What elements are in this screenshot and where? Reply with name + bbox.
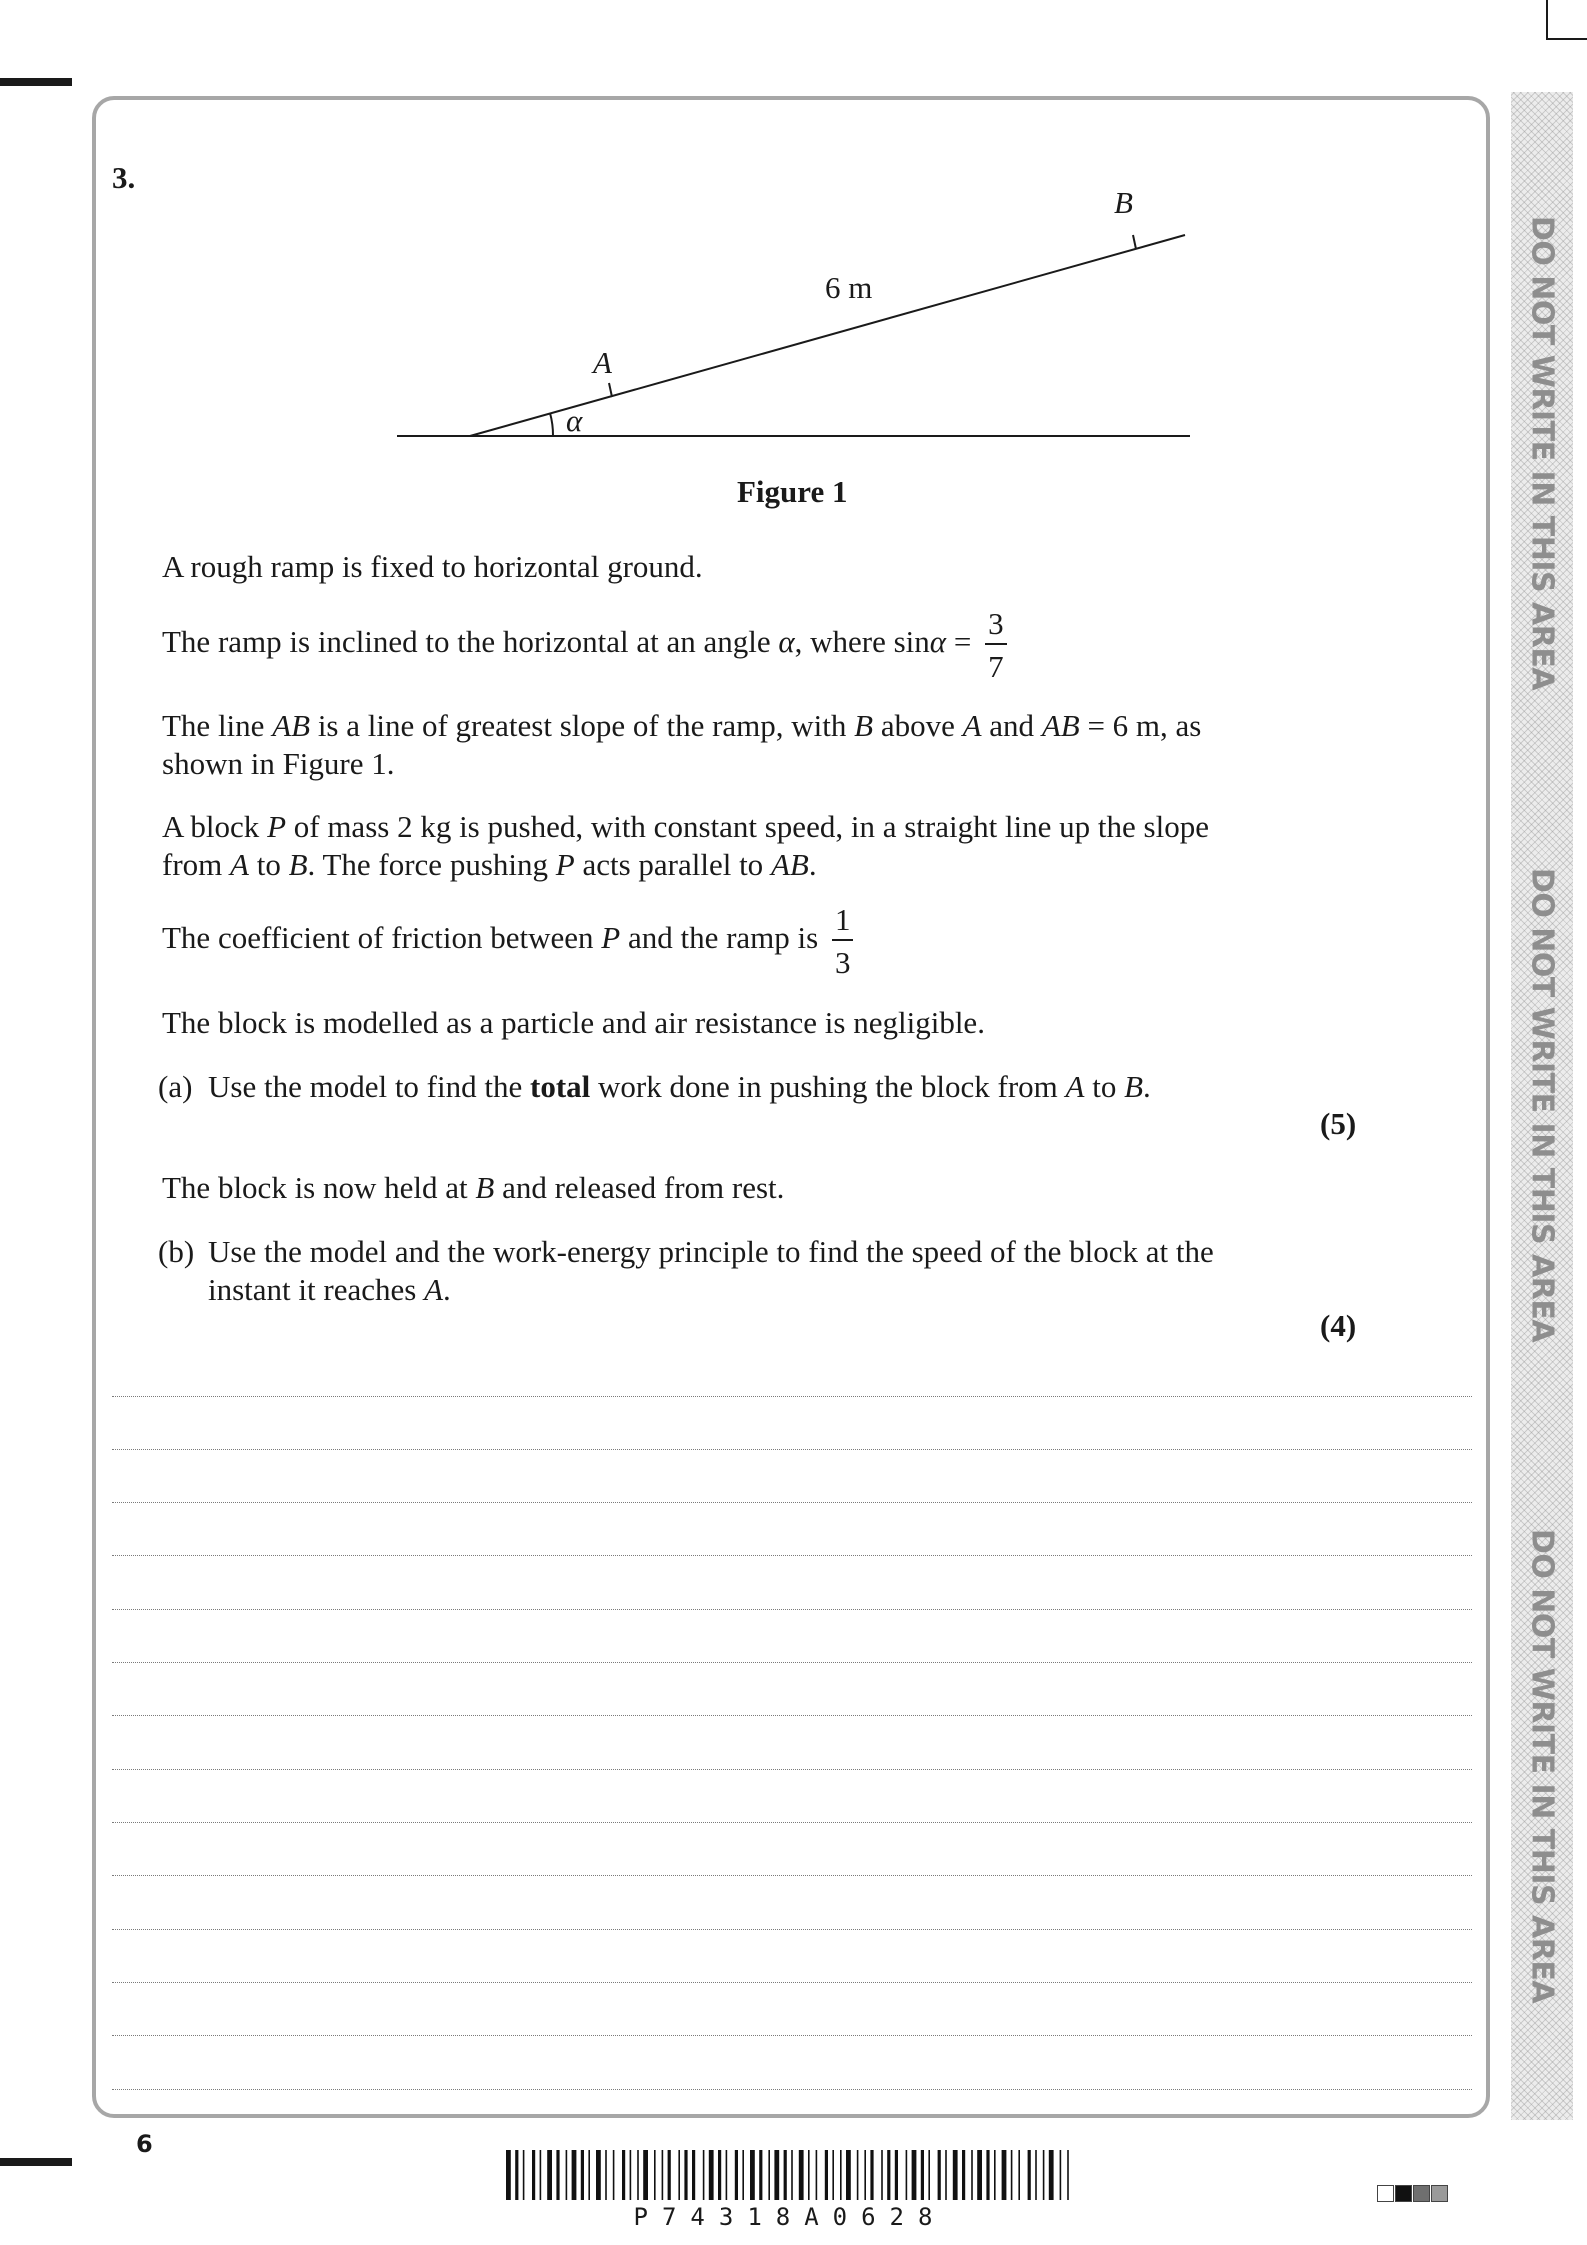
progress-box — [1377, 2185, 1394, 2202]
answer-line[interactable] — [112, 1715, 1472, 1716]
barcode-bar — [825, 2150, 828, 2200]
part-b-text — [158, 1233, 1278, 1309]
barcode-bar — [506, 2150, 511, 2200]
equals-sign: = — [946, 624, 980, 660]
text: A block — [162, 809, 268, 844]
barcode-bar — [994, 2150, 996, 2200]
margin-warning-bottom: DO NOT WRITE IN THIS AREA — [1524, 1528, 1560, 2004]
barcode-bar — [1028, 2150, 1031, 2200]
barcode-bar — [906, 2150, 908, 2200]
barcode-bar — [759, 2150, 762, 2200]
margin-warning-top: DO NOT WRITE IN THIS AREA — [1524, 215, 1560, 691]
paragraph-ramp — [162, 548, 1262, 586]
answer-line[interactable] — [112, 1555, 1472, 1556]
text: The block is modelled as a particle and air resistance is negligible. — [162, 1005, 985, 1040]
answer-line[interactable] — [112, 1822, 1472, 1823]
text: The line — [162, 708, 273, 743]
fraction-sin-alpha — [985, 608, 1007, 682]
barcode-bar — [832, 2150, 834, 2200]
barcode-bar — [986, 2150, 989, 2200]
barcode-bar — [791, 2150, 793, 2200]
barcode-bar — [1049, 2150, 1054, 2200]
registration-mark-top-left — [0, 78, 72, 86]
text: The block is now held at — [162, 1170, 476, 1205]
barcode-bar — [726, 2150, 728, 2200]
barcode-bar — [668, 2150, 671, 2200]
paragraph-block — [162, 808, 1262, 884]
italic-var: AB — [272, 708, 311, 743]
part-a-question — [158, 1068, 1258, 1106]
answer-line[interactable] — [112, 1982, 1472, 1983]
barcode-bar — [816, 2150, 818, 2200]
barcode-bar — [742, 2150, 744, 2200]
part-b-marks: (4) — [1320, 1308, 1357, 1343]
barcode-bar — [556, 2150, 559, 2200]
barcode-bar — [630, 2150, 632, 2200]
barcode-bar — [750, 2150, 755, 2200]
barcode-bar — [613, 2150, 615, 2200]
text: and the ramp is — [620, 920, 826, 956]
barcode-bar — [895, 2150, 898, 2200]
barcode-bar — [846, 2150, 851, 2200]
progress-box — [1395, 2185, 1412, 2202]
paragraph-friction — [162, 904, 1262, 978]
label-point-b: B — [1114, 190, 1133, 220]
fraction-numerator: 3 — [985, 608, 1007, 645]
barcode — [500, 2150, 1080, 2202]
part-a-label: (a) — [158, 1069, 193, 1104]
barcode-bar — [581, 2150, 584, 2200]
barcode-bar — [774, 2150, 779, 2200]
fraction-denominator: 3 — [834, 945, 851, 980]
text: above — [873, 708, 963, 743]
barcode-bar — [784, 2150, 787, 2200]
barcode-bar — [1018, 2150, 1020, 2200]
italic-var: P — [555, 847, 575, 882]
answer-line[interactable] — [112, 1929, 1472, 1930]
barcode-bar — [938, 2150, 941, 2200]
text: acts parallel to — [574, 847, 771, 882]
paragraph-released — [162, 1169, 1262, 1207]
barcode-bar — [870, 2150, 873, 2200]
point-b-tick — [1133, 235, 1136, 249]
barcode-bar — [1035, 2150, 1037, 2200]
text: work done in pushing the block from — [590, 1069, 1066, 1104]
barcode-bar — [768, 2150, 770, 2200]
fraction-friction — [832, 904, 854, 978]
angle-text-1: The ramp is inclined to the horizontal at an angle — [162, 624, 779, 660]
registration-mark-top-right-h — [1546, 38, 1587, 40]
alpha-symbol-2: α — [929, 624, 947, 660]
figure-caption: Figure 1 — [737, 474, 848, 509]
paragraph-angle — [162, 608, 1262, 682]
answer-line[interactable] — [112, 1769, 1472, 1770]
answer-line[interactable] — [112, 1396, 1472, 1397]
italic-var: A — [424, 1272, 443, 1307]
barcode-bar — [735, 2150, 738, 2200]
part-b-question — [158, 1233, 1278, 1309]
barcode-bar — [684, 2150, 687, 2200]
italic-var: P — [601, 920, 621, 956]
part-a-text — [158, 1068, 1258, 1106]
barcode-bar — [523, 2150, 525, 2200]
barcode-bar — [532, 2150, 535, 2200]
italic-var: P — [267, 809, 286, 844]
barcode-bar — [1060, 2150, 1062, 2200]
answer-line[interactable] — [112, 1662, 1472, 1663]
angle-arc — [550, 413, 553, 436]
barcode-bar — [515, 2150, 518, 2200]
barcode-bar — [962, 2150, 965, 2200]
alpha-symbol: α — [778, 624, 795, 660]
text: and released from rest. — [494, 1170, 785, 1205]
italic-var: B — [475, 1170, 495, 1205]
answer-line[interactable] — [112, 1449, 1472, 1450]
barcode-bar — [971, 2150, 973, 2200]
text: to — [248, 847, 289, 882]
barcode-bar — [928, 2150, 930, 2200]
barcode-bar — [662, 2150, 664, 2200]
barcode-bar — [540, 2150, 542, 2200]
italic-var: B — [854, 708, 874, 743]
label-angle: α — [566, 403, 583, 438]
barcode-bar — [921, 2150, 924, 2200]
part-b-label: (b) — [158, 1234, 195, 1269]
answer-line[interactable] — [112, 1875, 1472, 1876]
text: to — [1084, 1069, 1125, 1104]
figure-1-ramp-diagram — [390, 190, 1210, 450]
barcode-bar — [912, 2150, 917, 2200]
fraction-numerator: 1 — [832, 904, 854, 941]
text: = 6 m, as shown in Figure 1. — [162, 708, 1202, 781]
barcode-text: P74318A0628 — [633, 2203, 947, 2231]
label-point-a: A — [593, 345, 612, 380]
italic-var: B — [1124, 1069, 1144, 1104]
text: . — [1143, 1069, 1151, 1104]
barcode-bar — [588, 2150, 590, 2200]
text: and — [981, 708, 1042, 743]
text: . — [443, 1272, 451, 1307]
page-number: 6 — [136, 2130, 153, 2158]
italic-var: A — [962, 708, 982, 743]
barcode-bar — [572, 2150, 577, 2200]
text: . The force pushing — [307, 847, 556, 882]
point-a-tick — [609, 383, 612, 397]
barcode-bar — [953, 2150, 958, 2200]
text: of mass 2 kg is pushed, with constant speed, in a straight line up the slope from — [162, 809, 1209, 882]
barcode-bar — [596, 2150, 601, 2200]
barcode-bar — [566, 2150, 568, 2200]
progress-box — [1413, 2185, 1430, 2202]
question-number: 3. — [112, 160, 136, 195]
barcode-bar — [840, 2150, 842, 2200]
italic-var: A — [1065, 1069, 1085, 1104]
barcode-bar — [605, 2150, 607, 2200]
answer-line[interactable] — [112, 2035, 1472, 2036]
barcode-bar — [857, 2150, 859, 2200]
barcode-bar — [945, 2150, 947, 2200]
barcode-bar — [637, 2150, 639, 2200]
text: Use the model and the work-energy principle to find the speed of the block at the instant it reaches — [208, 1234, 1214, 1307]
progress-box — [1431, 2185, 1448, 2202]
angle-text-2: , where sin — [794, 624, 930, 660]
barcode-bar — [1002, 2150, 1007, 2200]
barcode-bar — [703, 2150, 705, 2200]
text: is a line of greatest slope of the ramp, with — [310, 708, 855, 743]
part-a-marks: (5) — [1320, 1106, 1357, 1141]
label-length: 6 m — [825, 270, 873, 305]
barcode-bar — [1011, 2150, 1013, 2200]
barcode-bar — [881, 2150, 883, 2200]
barcode-bar — [709, 2150, 714, 2200]
italic-var: B — [288, 847, 308, 882]
barcode-bar — [678, 2150, 680, 2200]
barcode-bar — [643, 2150, 648, 2200]
barcode-bar — [1043, 2150, 1045, 2200]
registration-mark-bottom-left — [0, 2158, 72, 2166]
barcode-bar — [622, 2150, 625, 2200]
margin-warning-middle: DO NOT WRITE IN THIS AREA — [1524, 867, 1560, 1343]
text: The coefficient of friction between — [162, 920, 602, 956]
text: . — [808, 847, 817, 882]
barcode-bar — [547, 2150, 552, 2200]
barcode-bar — [864, 2150, 866, 2200]
barcode-bar — [799, 2150, 804, 2200]
barcode-bar — [692, 2150, 695, 2200]
barcode-bar — [808, 2150, 810, 2200]
barcode-bar — [1067, 2150, 1069, 2200]
page-progress-indicator — [1377, 2185, 1449, 2202]
ramp-text: A rough ramp is fixed to horizontal ground. — [162, 549, 703, 584]
paragraph-model — [162, 1004, 1262, 1042]
italic-var: A — [230, 847, 249, 882]
bold-text: total — [530, 1069, 591, 1104]
paragraph-line-ab — [162, 707, 1262, 783]
text: Use the model to find the — [208, 1069, 530, 1104]
fraction-denominator: 7 — [988, 649, 1004, 684]
barcode-bar — [887, 2150, 890, 2200]
italic-var: AB — [770, 847, 809, 882]
italic-var: AB — [1041, 708, 1080, 743]
barcode-bar — [654, 2150, 656, 2200]
barcode-bar — [718, 2150, 721, 2200]
answer-line[interactable] — [112, 1609, 1472, 1610]
registration-mark-top-right — [1546, 0, 1548, 40]
answer-line[interactable] — [112, 1502, 1472, 1503]
barcode-bar — [977, 2150, 982, 2200]
answer-line[interactable] — [112, 2089, 1472, 2090]
